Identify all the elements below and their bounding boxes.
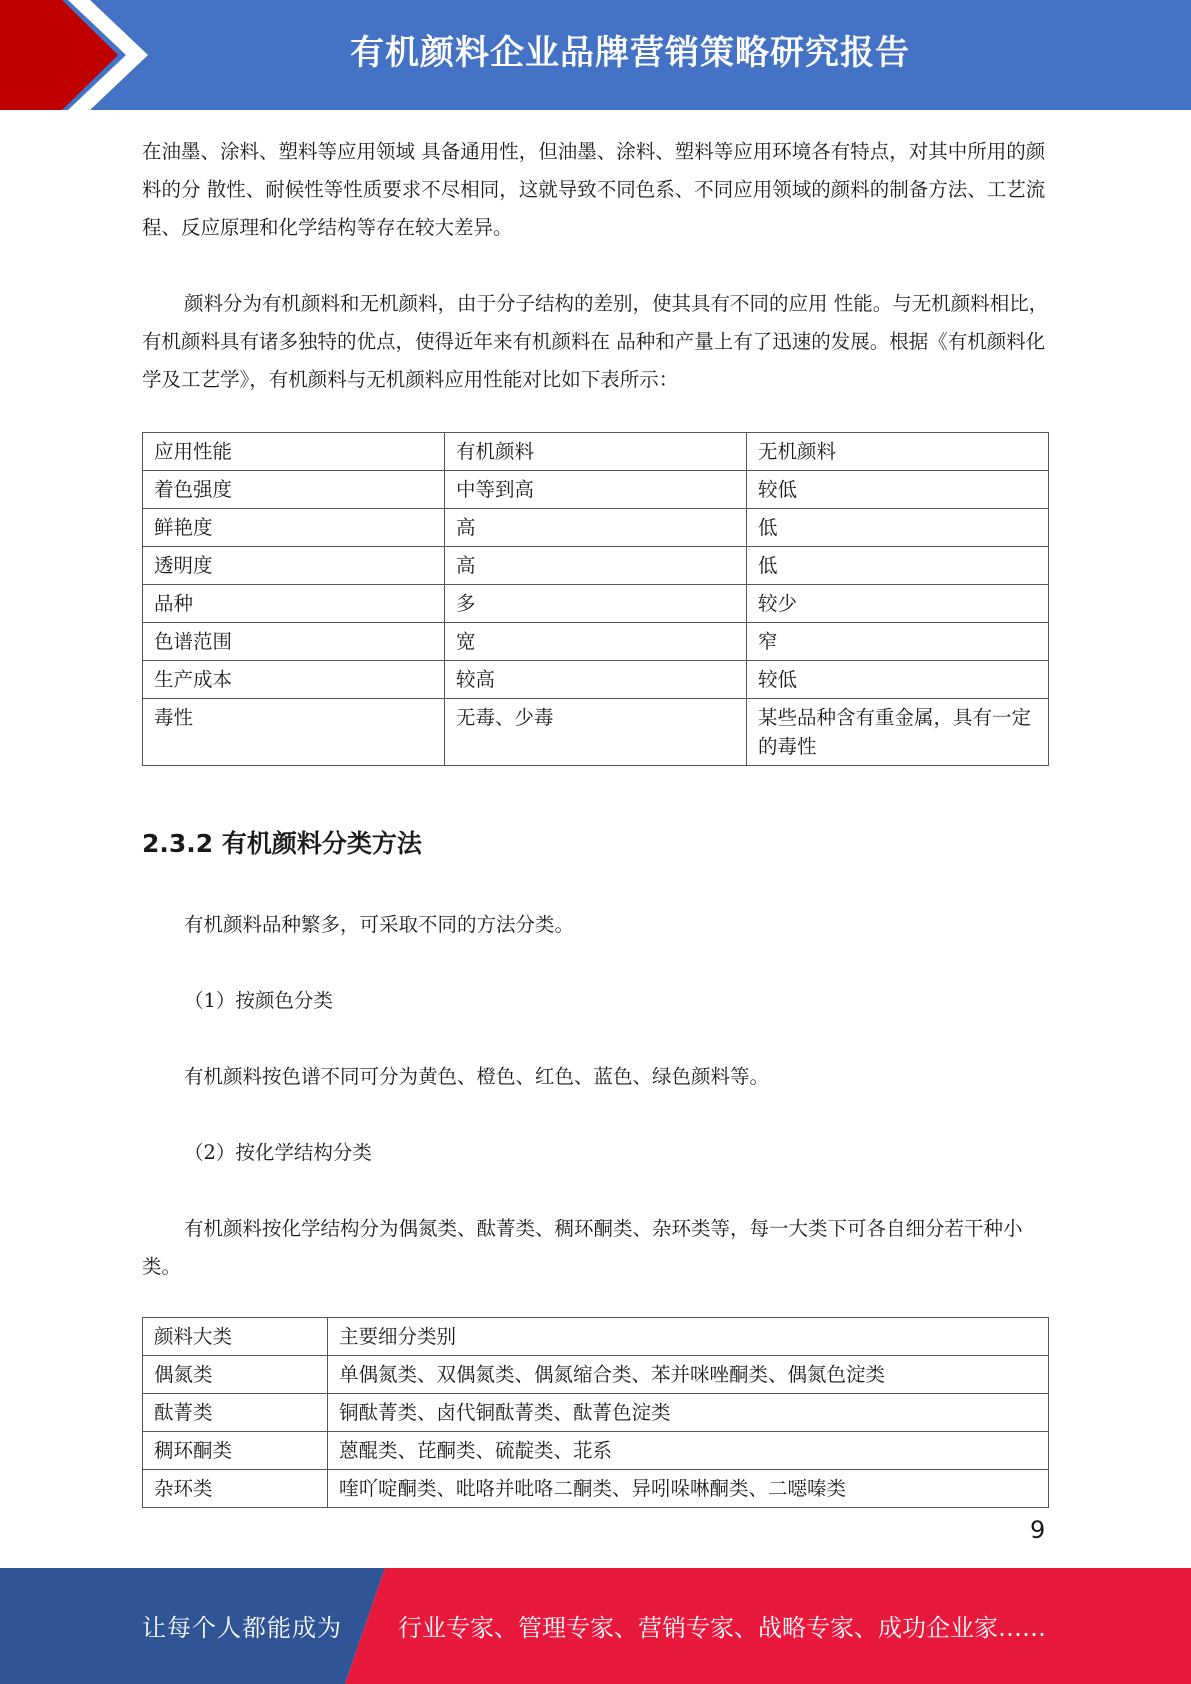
comparison-table bbox=[142, 432, 1049, 766]
subheading-by-structure: （2）按化学结构分类 bbox=[184, 1141, 372, 1164]
table-cell: 品种 bbox=[143, 585, 445, 623]
table-cell: 宽 bbox=[445, 623, 747, 661]
table-cell: 单偶氮类、双偶氮类、偶氮缩合类、苯并咪唑酮类、偶氮色淀类 bbox=[328, 1356, 1049, 1394]
section-heading: 2.3.2 有机颜料分类方法 bbox=[142, 829, 422, 858]
table-cell: 颜料大类 bbox=[143, 1318, 328, 1356]
table-cell: 蒽醌类、芘酮类、硫靛类、苝系 bbox=[328, 1432, 1049, 1470]
table-row bbox=[143, 1318, 1049, 1356]
table-cell: 中等到高 bbox=[445, 471, 747, 509]
table-cell: 窄 bbox=[747, 623, 1049, 661]
table-cell: 稠环酮类 bbox=[143, 1432, 328, 1470]
subheading-by-color: （1）按颜色分类 bbox=[184, 989, 333, 1012]
footer-slogan-right: 行业专家、管理专家、营销专家、战略专家、成功企业家…… bbox=[398, 1614, 1046, 1642]
table-cell: 杂环类 bbox=[143, 1470, 328, 1508]
table-cell: 色谱范围 bbox=[143, 623, 445, 661]
table-cell: 高 bbox=[445, 547, 747, 585]
table-row bbox=[143, 433, 1049, 471]
report-title: 有机颜料企业品牌营销策略研究报告 bbox=[350, 33, 910, 73]
table-cell: 鲜艳度 bbox=[143, 509, 445, 547]
table-row bbox=[143, 471, 1049, 509]
table-row bbox=[143, 1470, 1049, 1508]
table-row bbox=[143, 509, 1049, 547]
table-cell: 主要细分类别 bbox=[328, 1318, 1049, 1356]
paragraph-structure-classification: 有机颜料按化学结构分为偶氮类、酞菁类、稠环酮类、杂环类等，每一大类下可各自细分若干种小类。 bbox=[142, 1217, 1023, 1278]
table-cell: 着色强度 bbox=[143, 471, 445, 509]
paragraph-intro: 有机颜料品种繁多，可采取不同的方法分类。 bbox=[184, 913, 575, 936]
table-row bbox=[143, 547, 1049, 585]
table-cell: 偶氮类 bbox=[143, 1356, 328, 1394]
table-row bbox=[143, 1356, 1049, 1394]
table-cell: 无机颜料 bbox=[747, 433, 1049, 471]
table-cell: 高 bbox=[445, 509, 747, 547]
table-cell: 较少 bbox=[747, 585, 1049, 623]
table-row bbox=[143, 699, 1049, 766]
page-number: 9 bbox=[1030, 1516, 1046, 1544]
table-cell: 透明度 bbox=[143, 547, 445, 585]
table-row bbox=[143, 585, 1049, 623]
table-cell: 酞菁类 bbox=[143, 1394, 328, 1432]
table-cell: 低 bbox=[747, 547, 1049, 585]
paragraph-color-classification: 有机颜料按色谱不同可分为黄色、橙色、红色、蓝色、绿色颜料等。 bbox=[184, 1065, 770, 1088]
table-cell: 无毒、少毒 bbox=[445, 699, 747, 766]
table-cell: 铜酞菁类、卤代铜酞菁类、酞菁色淀类 bbox=[328, 1394, 1049, 1432]
table-cell: 某些品种含有重金属，具有一定的毒性 bbox=[747, 699, 1049, 766]
table-cell: 有机颜料 bbox=[445, 433, 747, 471]
table-cell: 较高 bbox=[445, 661, 747, 699]
table-cell: 较低 bbox=[747, 661, 1049, 699]
table-cell: 应用性能 bbox=[143, 433, 445, 471]
table-cell: 毒性 bbox=[143, 699, 445, 766]
table-cell: 低 bbox=[747, 509, 1049, 547]
paragraph-application-fields: 在油墨、涂料、塑料等应用领域 具备通用性，但油墨、涂料、塑料等应用环境各有特点，对其中所用的颜料的分 散性、耐候性等性质要求不尽相同，这就导致不同色系、不同应用领域的颜料的制备方法、工艺流程、反应原理和化学结构等存在较大差异。 bbox=[142, 140, 1046, 239]
footer-slogan-left: 让每个人都能成为 bbox=[142, 1614, 342, 1642]
table-row bbox=[143, 623, 1049, 661]
paragraph-pigment-types: 颜料分为有机颜料和无机颜料，由于分子结构的差别，使其具有不同的应用 性能。与无机颜料相比，有机颜料具有诸多独特的优点，使得近年来有机颜料在 品种和产量上有了迅速的发展。根据《有机颜料化学及工艺学》，有机颜料与无机颜料应用性能对比如下表所示： bbox=[142, 292, 1049, 391]
table-cell: 较低 bbox=[747, 471, 1049, 509]
table-row bbox=[143, 1432, 1049, 1470]
table-row bbox=[143, 661, 1049, 699]
table-cell: 多 bbox=[445, 585, 747, 623]
table-cell: 喹吖啶酮类、吡咯并吡咯二酮类、异吲哚啉酮类、二噁嗪类 bbox=[328, 1470, 1049, 1508]
table-cell: 生产成本 bbox=[143, 661, 445, 699]
table-row bbox=[143, 1394, 1049, 1432]
header-chevron-decoration bbox=[0, 0, 160, 110]
classification-table bbox=[142, 1317, 1049, 1508]
